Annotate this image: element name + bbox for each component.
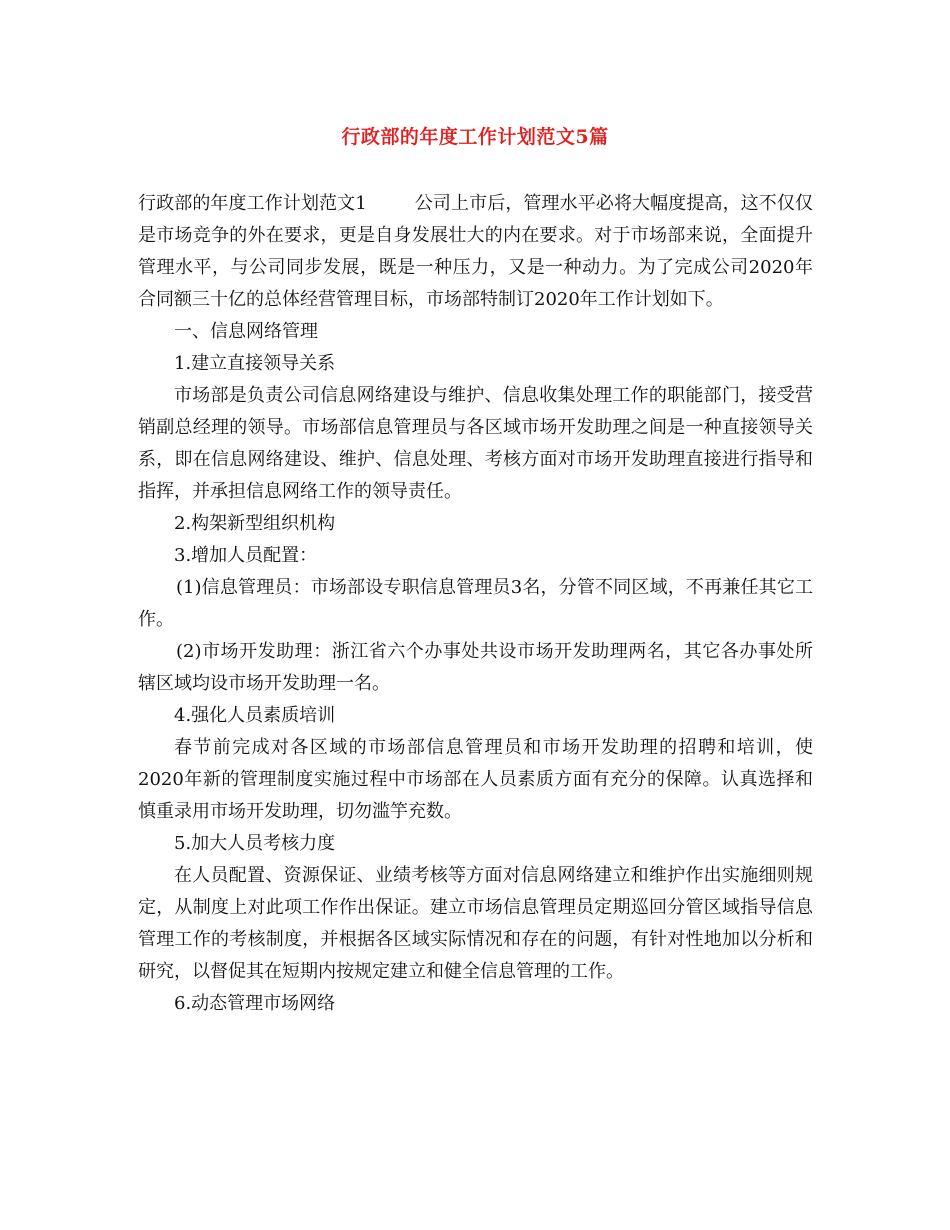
subsection-heading: 1.建立直接领导关系 xyxy=(174,353,336,374)
subsection-heading: 2.构架新型组织机构 xyxy=(174,513,336,534)
subsection-heading: 4.强化人员素质培训 xyxy=(174,705,336,726)
list-item: (1)信息管理员：市场部设专职信息管理员3名，分管不同区域，不再兼任其它工作。 xyxy=(138,577,813,630)
subsection-heading: 6.动态管理市场网络 xyxy=(174,993,336,1014)
subsection-heading: 5.加大人员考核力度 xyxy=(174,833,336,854)
subsection-heading: 3.增加人员配置： xyxy=(174,545,318,566)
document-body xyxy=(138,188,813,1020)
section-heading: 一、信息网络管理 xyxy=(174,321,318,342)
intro-text: 公司上市后，管理水平必将大幅度提高，这不仅仅是市场竞争的外在要求，更是自身发展壮大的内在要求。对于市场部来说，全面提升管理水平，与公司同步发展，既是一种压力，又是一种动力。为了完成公司2020年合同额三十亿的总体经营管理目标，市场部特制订2020年工作计划如下。 xyxy=(138,193,813,310)
intro-paragraph xyxy=(138,188,813,316)
document-title: 行政部的年度工作计划范文5篇 xyxy=(341,126,609,148)
list-item: (2)市场开发助理：浙江省六个办事处共设市场开发助理两名，其它各办事处所辖区域均设市场开发助理一名。 xyxy=(138,641,813,694)
body-paragraph: 在人员配置、资源保证、业绩考核等方面对信息网络建立和维护作出实施细则规定，从制度上对此项工作作出保证。建立市场信息管理员定期巡回分管区域指导信息管理工作的考核制度，并根据各区域实际情况和存在的问题，有针对性地加以分析和研究，以督促其在短期内按规定建立和健全信息管理的工作。 xyxy=(138,865,813,982)
intro-label: 行政部的年度工作计划范文1 xyxy=(138,193,367,214)
body-paragraph: 市场部是负责公司信息网络建设与维护、信息收集处理工作的职能部门，接受营销副总经理的领导。市场部信息管理员与各区域市场开发助理之间是一种直接领导关系，即在信息网络建设、维护、信息处理、考核方面对市场开发助理直接进行指导和指挥，并承担信息网络工作的领导责任。 xyxy=(138,385,813,502)
body-paragraph: 春节前完成对各区域的市场部信息管理员和市场开发助理的招聘和培训，使2020年新的管理制度实施过程中市场部在人员素质方面有充分的保障。认真选择和慎重录用市场开发助理，切勿滥竽充数。 xyxy=(138,737,813,822)
